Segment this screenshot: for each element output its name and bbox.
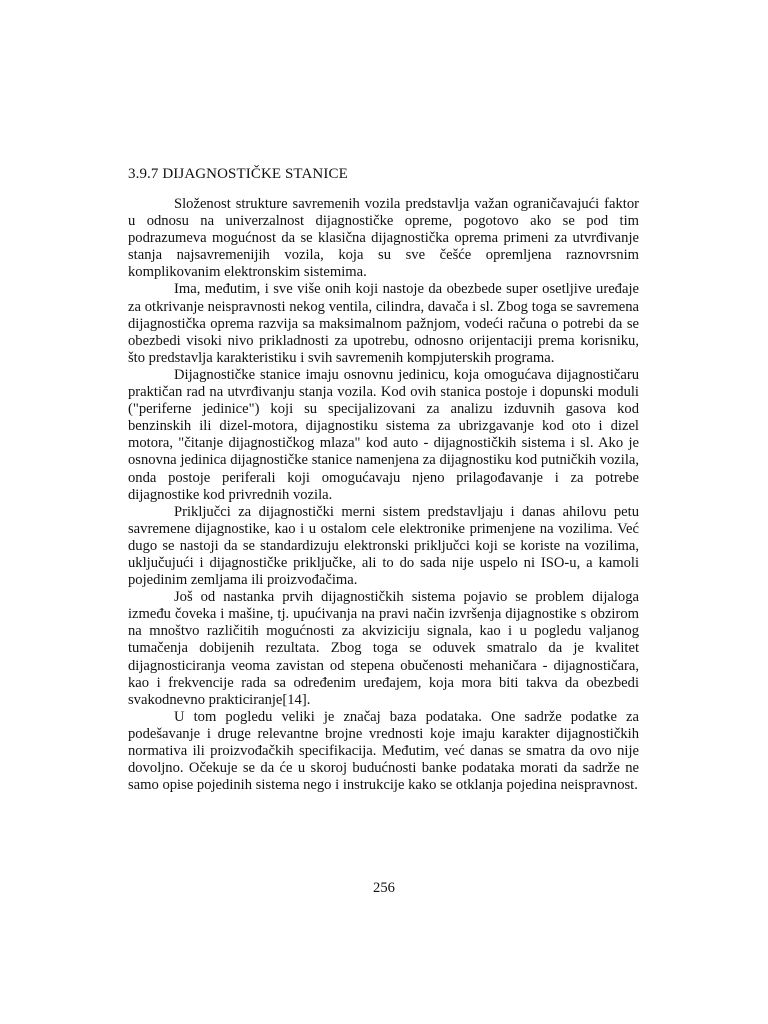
paragraph: Dijagnostičke stanice imaju osnovnu jedinicu, koja omogućava dijagnostičaru praktičan rad na utvrđivanju stanja vozila. Kod ovih stanica postoje i dopunski moduli ("periferne jedinice") koji su specijalizovani za analizu izduvnih gasova kod benzinskih ili dizel-motora, dijagnostiku sistema za ubrizgavanje kod oto i dizel motora, "čitanje dijagnostičkog mlaza" kod auto - dijagnostičkih sistema i sl. Ako je osnovna jedinica dijagnostičke stanice namenjena za dijagnostiku kod putničkih vozila, onda postoje periferali koji omogućavaju njeno prilagođavanje i za potrebe dijagnostike kod privrednih vozila. (128, 366, 639, 503)
paragraph: Složenost strukture savremenih vozila predstavlja važan ograničavajući faktor u odnosu na univerzalnost dijagnostičke opreme, pogotovo ako se pod tim podrazumeva mogućnost da se klasična dijagnostička oprema primeni za utvrđivanje stanja najsavremenijih vozila, koja su sve češće opremljena raznovrsnim komplikovanim elektronskim sistemima. (128, 196, 639, 281)
section-heading: 3.9.7 DIJAGNOSTIČKE STANICE (128, 166, 348, 182)
paragraph: Ima, međutim, i sve više onih koji nastoje da obezbede super osetljive uređaje za otkrivanje neispravnosti nekog ventila, cilindra, davača i sl. Zbog toga se savremena dijagnostička oprema razvija sa maksimalnom pažnjom, vodeći računa o potrebi da se obezbedi visoki nivo prikladnosti za upotrebu, odnosno orijentaciji prema korisniku, što predstavlja karakteristiku i svih savremenih kompjuterskih programa. (128, 281, 639, 366)
paragraph: U tom pogledu veliki je značaj baza podataka. One sadrže podatke za podešavanje i druge relevantne brojne vrednosti koje imaju karakter dijagnostičkih normativa ili proizvođačkih specifikacija. Međutim, već danas se smatra da ovo nije dovoljno. Očekuje se da će u skoroj budućnosti banke podataka morati da sadrže ne samo opise pojedinih sistema nego i instrukcije kako se otklanja pojedina neispravnost. (128, 708, 639, 794)
page-number: 256 (373, 880, 395, 896)
body-text (128, 196, 639, 794)
paragraph: Još od nastanka prvih dijagnostičkih sistema pojavio se problem dijaloga između čoveka i mašine, tj. upućivanja na pravi način izvršenja dijagnostike s obzirom na mnoštvo različitih mogućnosti za akviziciju signala, kao i u pogledu valjanog tumačenja dobijenih rezultata. Zbog toga se oduvek smatralo da je kvalitet dijagnosticiranja veoma zavistan od stepena obučenosti mehaničara - dijagnostičara, kao i frekvencije rada sa određenim uređajem, koja mora biti takva da obezbedi svakodnevno prakticiranje[14]. (128, 589, 639, 708)
paragraph: Priključci za dijagnostički merni sistem predstavljaju i danas ahilovu petu savremene dijagnostike, kao i u ostalom cele elektronike primenjene na vozilima. Već dugo se nastoji da se standardizuju elektronski priključci koji se koriste na vozilima, uključujući i dijagnostičke priključke, ali to do sada nije uspelo ni ISO-u, a kamoli pojedinim zemljama ili proizvođačima. (128, 503, 639, 589)
